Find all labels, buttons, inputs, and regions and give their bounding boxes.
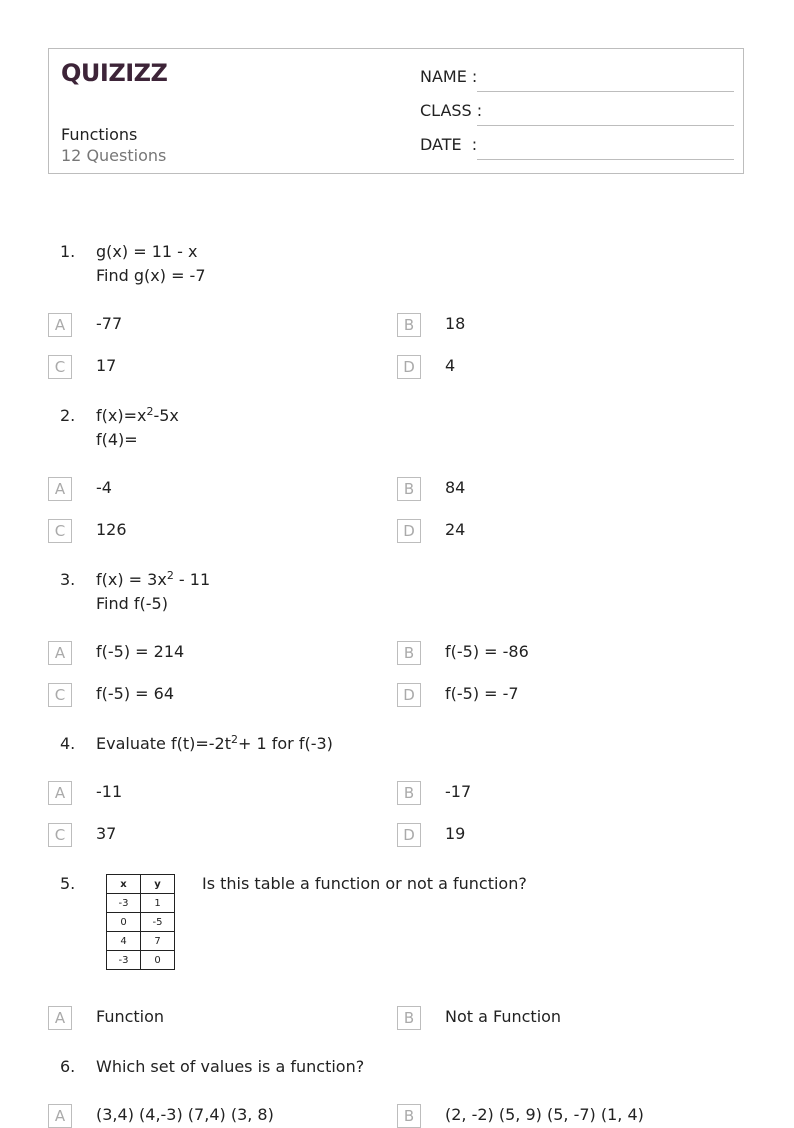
table-cell: 7 xyxy=(141,932,175,951)
exponent: 2 xyxy=(146,405,154,418)
table-cell: -3 xyxy=(107,894,141,913)
table-row xyxy=(107,951,175,970)
name-label: NAME : xyxy=(420,67,478,86)
worksheet-title: Functions xyxy=(61,125,138,144)
table-cell: -3 xyxy=(107,951,141,970)
question-text-line2: f(4)= xyxy=(96,430,138,449)
question-text: Which set of values is a function? xyxy=(96,1057,365,1076)
table-row xyxy=(107,913,175,932)
option-letter: C xyxy=(48,683,72,707)
table-header-x: x xyxy=(107,875,141,894)
option-text: f(-5) = -86 xyxy=(445,642,529,661)
table-header-y: y xyxy=(141,875,175,894)
option-text: (3,4) (4,-3) (7,4) (3, 8) xyxy=(96,1105,274,1124)
table-cell: 0 xyxy=(141,951,175,970)
xy-table xyxy=(106,874,175,970)
table-row xyxy=(107,894,175,913)
question-text: Is this table a function or not a function? xyxy=(202,874,527,893)
table-cell: 1 xyxy=(141,894,175,913)
date-label: DATE : xyxy=(420,135,478,154)
question-number: 4. xyxy=(60,734,76,753)
option-letter: D xyxy=(397,355,421,379)
option-letter: A xyxy=(48,313,72,337)
option-letter: C xyxy=(48,823,72,847)
option-text: 17 xyxy=(96,356,117,375)
option-letter: B xyxy=(397,477,421,501)
exponent: 2 xyxy=(231,733,238,746)
name-line[interactable] xyxy=(477,91,734,92)
table-cell: 4 xyxy=(107,932,141,951)
question-text-line1: g(x) = 11 - x xyxy=(96,242,198,261)
formula-rest: -5x xyxy=(153,406,179,425)
option-text: Function xyxy=(96,1007,165,1026)
date-field[interactable] xyxy=(420,135,734,159)
exponent: 2 xyxy=(166,569,174,582)
question-text-line2: Find f(-5) xyxy=(96,594,168,613)
option-letter: A xyxy=(48,641,72,665)
question-text-line2: Find g(x) = -7 xyxy=(96,266,206,285)
option-text: f(-5) = 64 xyxy=(96,684,175,703)
question-number: 3. xyxy=(60,570,76,589)
question-number: 6. xyxy=(60,1057,76,1076)
option-text: 18 xyxy=(445,314,466,333)
option-text: -77 xyxy=(96,314,123,333)
option-letter: C xyxy=(48,519,72,543)
option-letter: A xyxy=(48,1006,72,1030)
option-letter: A xyxy=(48,781,72,805)
option-letter: A xyxy=(48,477,72,501)
formula-base: f(x)=x xyxy=(96,406,147,425)
option-text: 84 xyxy=(445,478,466,497)
option-text: 126 xyxy=(96,520,127,539)
option-text: f(-5) = -7 xyxy=(445,684,519,703)
table-header-row xyxy=(107,875,175,894)
formula-base: Evaluate f(t)=-2t xyxy=(96,734,231,753)
option-text: 24 xyxy=(445,520,466,539)
option-text: -17 xyxy=(445,782,472,801)
option-letter: B xyxy=(397,313,421,337)
option-text: -11 xyxy=(96,782,123,801)
option-text: f(-5) = 214 xyxy=(96,642,185,661)
option-letter: B xyxy=(397,1104,421,1128)
class-line[interactable] xyxy=(477,125,734,126)
quizizz-logo: QUIZIZZ xyxy=(61,59,168,87)
formula-rest: - 11 xyxy=(173,570,211,589)
option-letter: B xyxy=(397,641,421,665)
worksheet-header xyxy=(48,48,744,174)
option-letter: A xyxy=(48,1104,72,1128)
table-cell: 0 xyxy=(107,913,141,932)
formula-base: f(x) = 3x xyxy=(96,570,167,589)
option-text: Not a Function xyxy=(445,1007,562,1026)
question-text-line1 xyxy=(96,732,333,756)
question-number: 1. xyxy=(60,242,76,261)
option-letter: C xyxy=(48,355,72,379)
option-letter: D xyxy=(397,519,421,543)
question-count: 12 Questions xyxy=(61,146,167,165)
question-number: 5. xyxy=(60,874,76,893)
option-letter: B xyxy=(397,1006,421,1030)
table-row xyxy=(107,932,175,951)
option-letter: D xyxy=(397,683,421,707)
table-cell: -5 xyxy=(141,913,175,932)
option-letter: D xyxy=(397,823,421,847)
question-text-line1 xyxy=(96,568,210,592)
option-text: 19 xyxy=(445,824,466,843)
option-text: 37 xyxy=(96,824,117,843)
option-text: 4 xyxy=(445,356,456,375)
class-field[interactable] xyxy=(420,101,734,125)
option-letter: B xyxy=(397,781,421,805)
question-number: 2. xyxy=(60,406,76,425)
date-line[interactable] xyxy=(477,159,734,160)
question-text-line1 xyxy=(96,404,179,428)
option-text: -4 xyxy=(96,478,112,497)
name-field[interactable] xyxy=(420,67,734,91)
formula-rest: + 1 for f(-3) xyxy=(238,734,333,753)
option-text: (2, -2) (5, 9) (5, -7) (1, 4) xyxy=(445,1105,644,1124)
class-label: CLASS : xyxy=(420,101,483,120)
